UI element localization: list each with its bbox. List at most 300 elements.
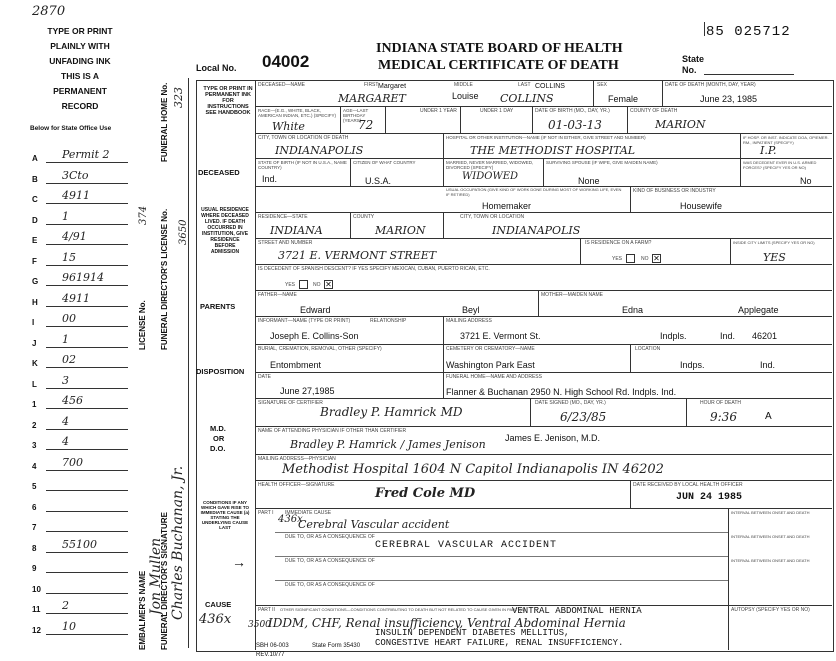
cause-line-a: Cerebral Vascular accident	[298, 518, 450, 531]
type-print-note: TYPE OR PRINT IN PERMANENT INK FOR INSTRUCTIONS SEE HANDBOOK	[203, 86, 253, 116]
code-value: 15	[62, 250, 76, 264]
row-line	[255, 212, 443, 213]
code-line	[46, 429, 128, 430]
fd-license-number: 3650	[178, 219, 189, 245]
citizen-label: CITIZEN OF WHAT COUNTRY	[353, 160, 416, 165]
residence-city-label: CITY, TOWN OR LOCATION	[460, 214, 525, 220]
part2-code: 3500	[248, 620, 271, 630]
code-line	[46, 449, 128, 450]
code-value: 3	[62, 373, 69, 387]
funeral-home-label-field: FUNERAL HOME—NAME AND ADDRESS	[446, 374, 542, 380]
cell-divider	[543, 158, 544, 186]
marital-label: MARRIED, NEVER MARRIED, WIDOWED, DIVORCED (SPECIFY)	[446, 160, 534, 170]
code-row	[32, 291, 132, 310]
instruction-line: TYPE OR PRINT	[47, 26, 113, 36]
under-1-day-label: UNDER 1 DAY	[480, 108, 514, 114]
code-letter: 4	[32, 461, 37, 471]
instruction-line: RECORD	[61, 101, 99, 111]
hour-of-death: 9:36	[710, 410, 737, 424]
row-line	[255, 398, 832, 399]
location-city: Indps.	[680, 360, 705, 370]
code-row	[32, 414, 132, 433]
code-row	[32, 519, 132, 535]
cell-divider	[740, 133, 741, 158]
code-line	[46, 531, 128, 532]
code-line	[46, 162, 128, 163]
code-line	[46, 183, 128, 184]
code-value: 1	[62, 209, 69, 223]
code-value: 55100	[62, 537, 97, 551]
board-title: INDIANA STATE BOARD OF HEALTH	[376, 41, 623, 56]
hispanic-yes-checkbox	[299, 280, 308, 289]
cause-line-b: CEREBRAL VASCULAR ACCIDENT	[375, 540, 558, 551]
row-line	[255, 372, 832, 373]
code-row	[32, 250, 132, 269]
interval-label-b: INTERVAL BETWEEN ONSET AND DEATH	[731, 534, 810, 539]
code-row	[32, 273, 132, 289]
funeral-home-number: 323	[172, 87, 185, 108]
part1-code: 436x	[278, 514, 303, 525]
date-of-death-label: DATE OF DEATH (MONTH, DAY, YEAR)	[665, 82, 756, 88]
middle-label: MIDDLE	[454, 82, 473, 88]
cell-divider	[460, 106, 461, 133]
age-label: AGE—LAST BIRTHDAY (YEARS)	[343, 108, 369, 123]
hispanic-label: IS DECEDENT OF SPANISH DESCENT? IF YES SPECIFY MEXICAN, CUBAN, PUERTO RICAN, ETC.	[258, 266, 490, 272]
cell-divider	[730, 238, 731, 264]
sex-value: Female	[608, 94, 639, 104]
cell-divider	[686, 398, 687, 426]
code-letter: 9	[32, 564, 37, 573]
code-letter: D	[32, 215, 38, 225]
if-hosp-value: I.P.	[760, 144, 777, 157]
informant-city: Indpls.	[660, 331, 687, 341]
row-line	[255, 426, 832, 427]
code-row	[32, 232, 132, 248]
code-row	[32, 314, 132, 330]
location-state: Ind.	[760, 360, 776, 370]
armed-forces-label: WAS DECEDENT EVER IN U.S. ARMED FORCES? (SPECIFY YES OR NO)	[743, 160, 817, 170]
code-value: 4911	[62, 189, 90, 202]
cemetery-value: Washington Park East	[446, 360, 535, 370]
burial-value: Entombment	[270, 360, 322, 370]
hispanic-yes-label: YES	[285, 282, 296, 288]
state-no-line	[704, 74, 794, 75]
marital-status: WIDOWED	[462, 171, 519, 182]
cell-divider	[340, 106, 341, 133]
code-row	[32, 355, 132, 371]
code-letter: L	[32, 379, 37, 389]
code-row	[32, 478, 132, 494]
local-no: 04002	[262, 52, 310, 71]
residence-county-label: COUNTY	[353, 214, 375, 220]
row-line	[255, 508, 832, 509]
hour-ampm: A	[765, 411, 772, 422]
code-line	[46, 306, 128, 307]
immediate-cause-label: IMMEDIATE CAUSE	[285, 510, 332, 516]
instruction-line: PLAINLY WITH	[50, 41, 110, 51]
mother-last-name: Applegate	[738, 305, 779, 315]
md-label: M.D.	[210, 424, 226, 433]
row-line	[255, 480, 832, 481]
cause-section-label: CAUSE	[205, 600, 232, 609]
code-value: 4911	[62, 291, 90, 305]
date-signed-label: DATE SIGNED (MO., DAY, YR.)	[535, 400, 606, 406]
code-letter: 8	[32, 543, 37, 553]
code-letter: K	[32, 359, 38, 368]
deceased-section-label: DECEASED	[198, 168, 240, 177]
cell-divider	[385, 106, 386, 133]
cell-divider	[350, 158, 351, 186]
typed-last-name: COLLINS	[535, 83, 565, 90]
code-letter: 10	[32, 584, 41, 594]
autopsy-label: AUTOPSY (SPECIFY YES OR NO)	[731, 607, 810, 613]
certificate-title: MEDICAL CERTIFICATE OF DEATH	[378, 58, 619, 73]
certifier-signature: Bradley P. Hamrick MD	[320, 405, 463, 419]
code-line	[46, 347, 128, 348]
part2-handwritten: IDDM, CHF, Renal insufficiency, Ventral Abdominal Hernia	[268, 616, 626, 630]
code-letter: F	[32, 256, 37, 266]
code-letter: H	[32, 297, 38, 307]
interval-label-a: INTERVAL BETWEEN ONSET AND DEATH	[731, 510, 810, 515]
code-letter: C	[32, 195, 38, 204]
part2-typed-b: INSULIN DEPENDENT DIABETES MELLITUS,	[375, 628, 570, 638]
code-letter: I	[32, 318, 35, 327]
or-label: OR	[213, 434, 225, 443]
deceased-middle-name: Louise	[452, 91, 479, 101]
deceased-last-name: COLLINS	[500, 92, 554, 105]
residence-county: MARION	[375, 224, 426, 237]
code-row	[32, 373, 132, 392]
row-line	[255, 264, 832, 265]
due-to-label-2: DUE TO, OR AS A CONSEQUENCE OF	[285, 558, 375, 564]
code-letter: G	[32, 277, 39, 286]
cell-divider	[740, 158, 741, 186]
typed-first-name: Margaret	[378, 83, 407, 90]
father-last-name: Beyl	[462, 305, 480, 315]
instruction-line: THIS IS A	[61, 71, 99, 81]
cause-code-margin: 436x	[199, 612, 232, 627]
code-letter: 7	[32, 523, 37, 532]
code-line	[46, 613, 128, 614]
health-officer-label: HEALTH OFFICER—SIGNATURE	[258, 482, 335, 488]
birth-state-label: STATE OF BIRTH (IF NOT IN U.S.A., NAME COUNTRY)	[258, 160, 347, 170]
name-label: DECEASED—NAME	[258, 82, 305, 88]
row-line	[255, 290, 832, 291]
citizen-value: U.S.A.	[365, 176, 392, 186]
due-to-label: DUE TO, OR AS A CONSEQUENCE OF	[285, 534, 375, 540]
code-line	[46, 634, 128, 635]
if-hosp-label: IF HOSP. OR INST. INDICATE DOA, OP/EMER. RM., INPATIENT (SPECIFY)	[743, 135, 829, 145]
code-row	[32, 150, 132, 166]
code-line	[46, 572, 128, 573]
code-value: 00	[62, 312, 76, 325]
code-row	[32, 560, 132, 576]
farm-yes-label: YES	[612, 256, 623, 262]
interval-column-divider	[728, 508, 729, 650]
code-row	[32, 455, 132, 474]
due-to-label-3: DUE TO, OR AS A CONSEQUENCE OF	[285, 582, 375, 588]
cause-line	[275, 556, 728, 557]
local-no-label: Local No.	[196, 63, 237, 73]
license-top-number: 374	[138, 205, 149, 225]
code-line	[46, 244, 128, 245]
inside-city-label: INSIDE CITY LIMITS (SPECIFY YES OR NO)	[733, 240, 815, 245]
code-row	[32, 209, 132, 228]
street-value: 3721 E. VERMONT STREET	[278, 249, 437, 262]
code-letter: 11	[32, 605, 41, 614]
code-row	[32, 191, 132, 207]
cell-divider	[443, 212, 444, 238]
code-value: 4	[62, 414, 69, 428]
physician-mailing-label: MAILING ADDRESS—PHYSICIAN	[258, 456, 336, 462]
cell-divider	[630, 480, 631, 508]
code-line	[46, 388, 128, 389]
instruction-line: PERMANENT	[53, 86, 107, 96]
funeral-director-signature: Charles Buchanan, Jr.	[170, 465, 186, 620]
informant-label: INFORMANT—NAME (TYPE OR PRINT)	[258, 318, 351, 324]
city-of-death-label: CITY, TOWN OR LOCATION OF DEATH	[258, 135, 349, 141]
code-line	[46, 265, 128, 266]
code-letter: A	[32, 154, 38, 163]
physician-mailing: Methodist Hospital 1604 N Capitol Indianapolis IN 46202	[282, 462, 664, 477]
business-value: Housewife	[680, 201, 723, 211]
date-signed: 6/23/85	[560, 410, 607, 424]
handwritten-file-number: 2870	[32, 4, 66, 19]
parents-section-label: PARENTS	[200, 302, 236, 311]
code-letter: 6	[32, 502, 37, 512]
code-row	[32, 581, 132, 597]
code-letter: 3	[32, 441, 37, 450]
funeral-home-label: FUNERAL HOME No.	[160, 82, 169, 162]
code-value: 02	[62, 353, 76, 366]
other-conditions-label: OTHER SIGNIFICANT CONDITIONS—CONDITIONS CONTRIBUTING TO DEATH BUT NOT RELATED TO CAUSE GIVEN IN PART I(A)	[280, 607, 525, 612]
cell-divider	[627, 106, 628, 133]
state-number-bracket	[704, 22, 705, 36]
hispanic-no-checkbox: ✕	[325, 280, 332, 289]
father-label: FATHER—NAME	[258, 292, 297, 298]
form-number: SBH 06-003	[256, 643, 289, 649]
disposition-date: June 27,1985	[280, 386, 335, 396]
hospital-label: HOSPITAL OR OTHER INSTITUTION—NAME (IF NOT IN EITHER, GIVE STREET AND NUMBER)	[446, 135, 646, 140]
form-revision: REV.10/77	[256, 652, 285, 658]
cell-divider	[443, 372, 444, 398]
cell-divider	[443, 133, 444, 158]
row-line	[255, 454, 832, 455]
row-line	[255, 344, 832, 345]
code-letter: 1	[32, 400, 37, 409]
spouse-value: None	[578, 176, 600, 186]
sex-label: SEX	[597, 82, 608, 88]
code-line	[46, 490, 128, 491]
disposition-date-label: DATE	[258, 374, 271, 380]
informant-mailing: 3721 E. Vermont St.	[460, 331, 541, 341]
part2-typed-a: VENTRAL ABDOMINAL HERNIA	[512, 606, 642, 616]
armed-forces-value: No	[800, 176, 812, 186]
race-label: RACE—(E.G., WHITE, BLACK, AMERICAN INDIAN, ETC.) (SPECIFY)	[258, 108, 337, 118]
license-no-label: LICENSE No.	[138, 300, 147, 350]
code-row	[32, 396, 132, 412]
spouse-label: SURVIVING SPOUSE (IF WIFE, GIVE MAIDEN NAME)	[546, 160, 658, 165]
conditions-note: CONDITIONS IF ANY WHICH GAVE RISE TO IMMEDIATE CAUSE (a) STATING THE UNDERLYING CAUSE LAST	[200, 500, 250, 530]
race-value: White	[272, 120, 305, 133]
farm-no-label: NO	[641, 256, 649, 262]
attending-typed: James E. Jenison, M.D.	[505, 433, 601, 443]
informant-name: Joseph E. Collins-Son	[270, 331, 359, 341]
birth-state: Ind.	[262, 174, 278, 184]
cell-divider	[580, 238, 581, 264]
disposition-section-label: DISPOSITION	[196, 367, 245, 376]
state-form-number: State Form 35430	[312, 643, 361, 649]
county-of-death: MARION	[655, 118, 706, 131]
ink-instructions	[40, 24, 120, 114]
code-line	[46, 408, 128, 409]
first-label: FIRST	[364, 82, 379, 88]
code-row	[32, 437, 132, 453]
informant-zip: 46201	[752, 331, 778, 341]
state-number: 85 025712	[706, 24, 791, 40]
funeral-director-license-label: FUNERAL DIRECTOR'S LICENSE No.	[160, 208, 169, 350]
code-row	[32, 332, 132, 351]
city-of-death: INDIANAPOLIS	[275, 144, 364, 157]
farm-no-checkbox: ✕	[653, 254, 660, 263]
instruction-line: UNFADING INK	[49, 56, 111, 66]
occupation-label: USUAL OCCUPATION (GIVE KIND OF WORK DONE DURING MOST OF WORKING LIFE, EVEN IF RETIRED)	[446, 187, 622, 197]
under-1-year-label: UNDER 1 YEAR	[420, 108, 457, 114]
row-line	[255, 106, 832, 107]
funeral-home-value: Flanner & Buchanan 2950 N. High School Rd. Indpls. Ind.	[446, 387, 677, 397]
mother-first-name: Edna	[622, 305, 644, 315]
cell-divider	[532, 106, 533, 133]
code-line	[46, 224, 128, 225]
date-of-death: June 23, 1985	[700, 94, 758, 104]
informant-state: Ind.	[720, 331, 736, 341]
code-line	[46, 593, 128, 594]
part2-label: PART II	[258, 607, 275, 613]
code-value: 4/91	[62, 230, 87, 243]
occupation-value: Homemaker	[482, 201, 532, 211]
interval-label-c: INTERVAL BETWEEN ONSET AND DEATH	[731, 558, 810, 563]
age-value: 72	[358, 118, 374, 132]
residence-state-label: RESIDENCE—STATE	[258, 214, 308, 220]
deceased-first-name: MARGARET	[338, 92, 406, 105]
code-line	[46, 552, 128, 553]
cell-divider	[662, 80, 663, 106]
code-letter: E	[32, 236, 38, 245]
cause-line	[275, 580, 728, 581]
code-value: Permit 2	[62, 148, 110, 161]
code-letter: B	[32, 174, 38, 184]
inside-city-value: YES	[763, 251, 786, 264]
code-line	[46, 470, 128, 471]
part1-label: PART I	[258, 510, 274, 516]
code-value: 3Cto	[62, 168, 89, 182]
code-line	[46, 285, 128, 286]
hispanic-no-label: NO	[313, 282, 321, 288]
dob-value: 01-03-13	[548, 118, 602, 132]
row-line	[255, 133, 832, 134]
burial-label: BURIAL, CREMATION, REMOVAL, OTHER (SPECIFY)	[258, 346, 382, 352]
code-value: 2	[62, 599, 69, 612]
cause-line	[275, 532, 728, 533]
cell-divider	[538, 290, 539, 316]
certifier-signature-label: SIGNATURE OF CERTIFIER	[258, 400, 323, 406]
cell-divider	[630, 344, 631, 372]
business-label: KIND OF BUSINESS OR INDUSTRY	[633, 188, 716, 194]
code-line	[46, 203, 128, 204]
code-value: 1	[62, 332, 69, 346]
code-value: 961914	[62, 271, 104, 284]
county-of-death-label: COUNTY OF DEATH	[630, 108, 678, 114]
state-office-use-label: Below for State Office Use	[30, 125, 112, 132]
street-label: STREET AND NUMBER	[258, 240, 313, 246]
attending-label: NAME OF ATTENDING PHYSICIAN IF OTHER THAN CERTIFIER	[258, 428, 407, 434]
embalmer-signature: Jon Mullen	[148, 537, 164, 615]
row-line	[255, 316, 832, 317]
code-line	[46, 367, 128, 368]
code-letter: 5	[32, 482, 37, 491]
left-strip-border	[188, 78, 189, 648]
cell-divider	[630, 186, 631, 212]
row-line	[255, 238, 832, 239]
cell-divider	[443, 344, 444, 372]
cell-divider	[350, 212, 351, 238]
code-row	[32, 168, 132, 187]
row-line	[443, 212, 832, 213]
part2-typed-c: CONGESTIVE HEART FAILURE, RENAL INSUFFICIENCY.	[375, 638, 624, 648]
section-column-divider	[255, 80, 256, 650]
code-line	[46, 511, 128, 512]
code-row	[32, 601, 132, 617]
cemetery-label: CEMETERY OR CREMATORY—NAME	[446, 346, 535, 352]
code-letter: 2	[32, 420, 37, 430]
code-value: 4	[62, 435, 69, 448]
location-label: LOCATION	[635, 346, 661, 352]
attending-handwritten: Bradley P. Hamrick / James Jenison	[290, 438, 486, 451]
residence-state: INDIANA	[270, 224, 323, 237]
code-row	[32, 619, 132, 638]
code-letter: 12	[32, 625, 41, 635]
code-line	[46, 326, 128, 327]
cell-divider	[593, 80, 594, 106]
funeral-director-signature-label: FUNERAL DIRECTOR'S SIGNATURE	[160, 512, 169, 650]
residence-city: INDIANAPOLIS	[492, 224, 581, 237]
dob-label: DATE OF BIRTH (MO., DAY, YR.)	[535, 108, 610, 114]
health-officer-signature: Fred Cole MD	[375, 486, 476, 501]
cell-divider	[443, 316, 444, 344]
arrow-icon: →	[232, 554, 246, 570]
hour-of-death-label: HOUR OF DEATH	[700, 400, 742, 406]
code-value: 700	[62, 455, 83, 469]
embalmer-name-label: EMBALMER'S NAME	[138, 570, 147, 650]
code-row	[32, 499, 132, 515]
informant-mailing-label: MAILING ADDRESS	[446, 318, 492, 324]
code-value: 456	[62, 394, 83, 407]
hospital-value: THE METHODIST HOSPITAL	[470, 144, 636, 157]
father-first-name: Edward	[300, 305, 331, 315]
state-label: State	[682, 54, 705, 64]
last-label: LAST	[518, 82, 531, 88]
relationship-label: RELATIONSHIP	[370, 318, 407, 324]
state-no-label: No.	[682, 65, 697, 75]
farm-label: IS RESIDENCE ON A FARM?	[585, 240, 652, 246]
usual-residence-note: USUAL RESIDENCE WHERE DECEASED LIVED. IF DEATH OCCURRED IN INSTITUTION, GIVE RESIDENCE BEFORE ADMISSION	[201, 207, 249, 255]
date-received-label: DATE RECEIVED BY LOCAL HEALTH OFFICER	[633, 482, 743, 488]
date-received-stamp: JUN 24 1985	[676, 492, 743, 503]
code-row	[32, 537, 132, 556]
mother-label: MOTHER—MAIDEN NAME	[541, 292, 603, 298]
cell-divider	[530, 398, 531, 426]
code-value: 10	[62, 619, 76, 633]
